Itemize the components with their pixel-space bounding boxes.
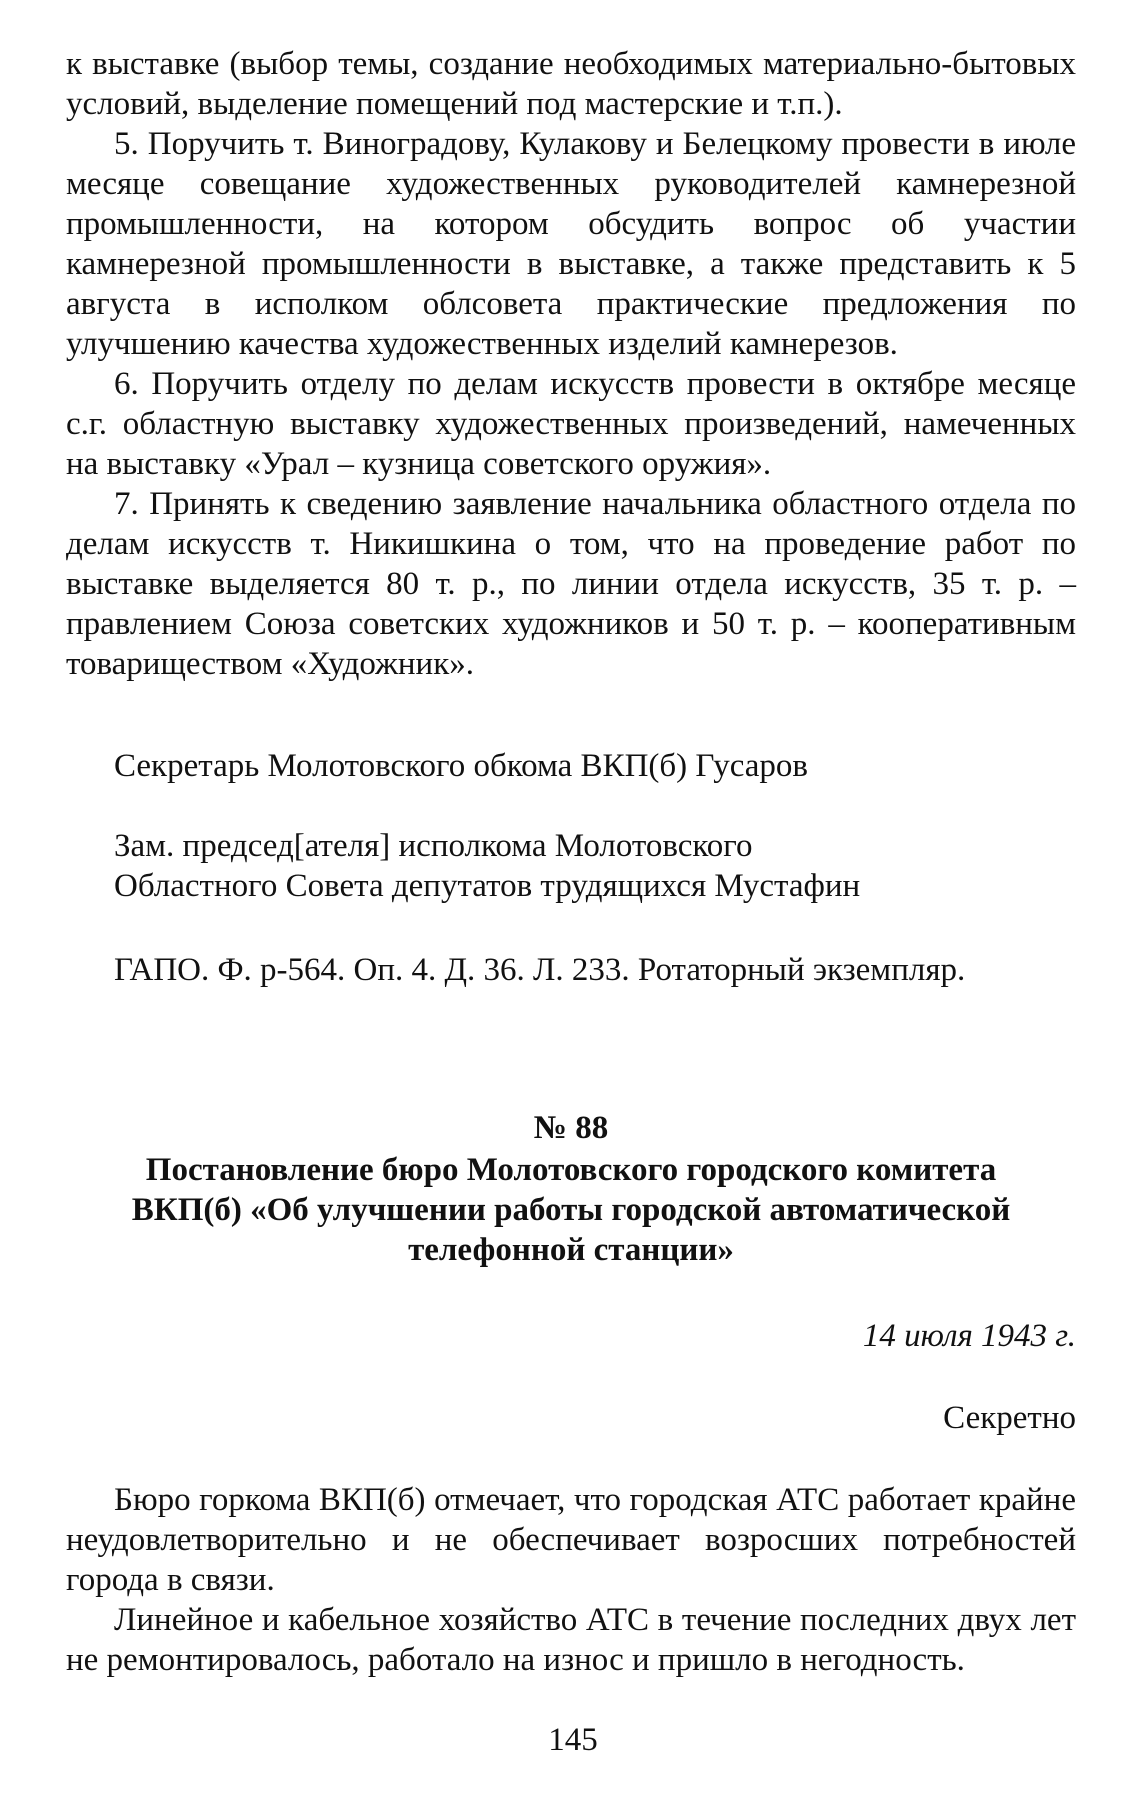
archive-reference: ГАПО. Ф. р-564. Оп. 4. Д. 36. Л. 233. Ротаторный экземпляр. [114, 952, 966, 988]
document-number: № 88 [533, 1110, 609, 1146]
signature-deputy-line1: Зам. председ[ателя] исполкома Молотовского [114, 828, 753, 864]
text-block-upper [66, 44, 1076, 684]
paragraph-body-1: Бюро горкома ВКП(б) отмечает, что городская АТС работает крайне неудовлетворительно и не обеспечивает возросших потребностей города в связи. [66, 1482, 1076, 1598]
signature-deputy-line2: Областного Совета депутатов трудящихся Мустафин [114, 868, 861, 904]
paragraph-body-2: Линейное и кабельное хозяйство АТС в течение последних двух лет не ремонтировалось, работало на износ и пришло в негодность. [66, 1602, 1076, 1678]
text-block-lower [66, 1480, 1076, 1680]
paragraph-continuation: к выставке (выбор темы, создание необходимых материально-бытовых условий, выделение помещений под мастерские и т.п.). [66, 46, 1076, 122]
page-number: 145 [548, 1722, 598, 1758]
document-title [66, 1150, 1076, 1270]
paragraph-item-7: 7. Принять к сведению заявление начальника областного отдела по делам искусств т. Никишкина о том, что на проведение работ по выставке выделяется 80 т. р., по линии отдела искусств, 35 т. р. – правлением Союза советских художников и 50 т. р. – кооперативным товариществом «Художник». [66, 486, 1076, 682]
paragraph-item-6: 6. Поручить отделу по делам искусств провести в октябре месяце с.г. областную выставку художественных произведений, намеченных на выставку «Урал – кузница советского оружия». [66, 366, 1076, 482]
document-title-line3: телефонной станции» [408, 1232, 734, 1268]
classification-mark: Секретно [943, 1400, 1076, 1436]
document-date: 14 июля 1943 г. [862, 1318, 1076, 1354]
document-title-line1: Постановление бюро Молотовского городского комитета [145, 1152, 997, 1188]
paragraph-item-5: 5. Поручить т. Виноградову, Кулакову и Белецкому провести в июле месяце совещание художественных руководителей камнерезной промышленности, на котором обсудить вопрос об участии камнерезной промышленности в выставке, а также представить к 5 августа в исполком облсовета практические предложения по улучшению качества художественных изделий камнерезов. [66, 126, 1076, 362]
document-title-line2: ВКП(б) «Об улучшении работы городской автоматической [131, 1192, 1011, 1228]
signature-secretary: Секретарь Молотовского обкома ВКП(б) Гусаров [114, 748, 809, 784]
